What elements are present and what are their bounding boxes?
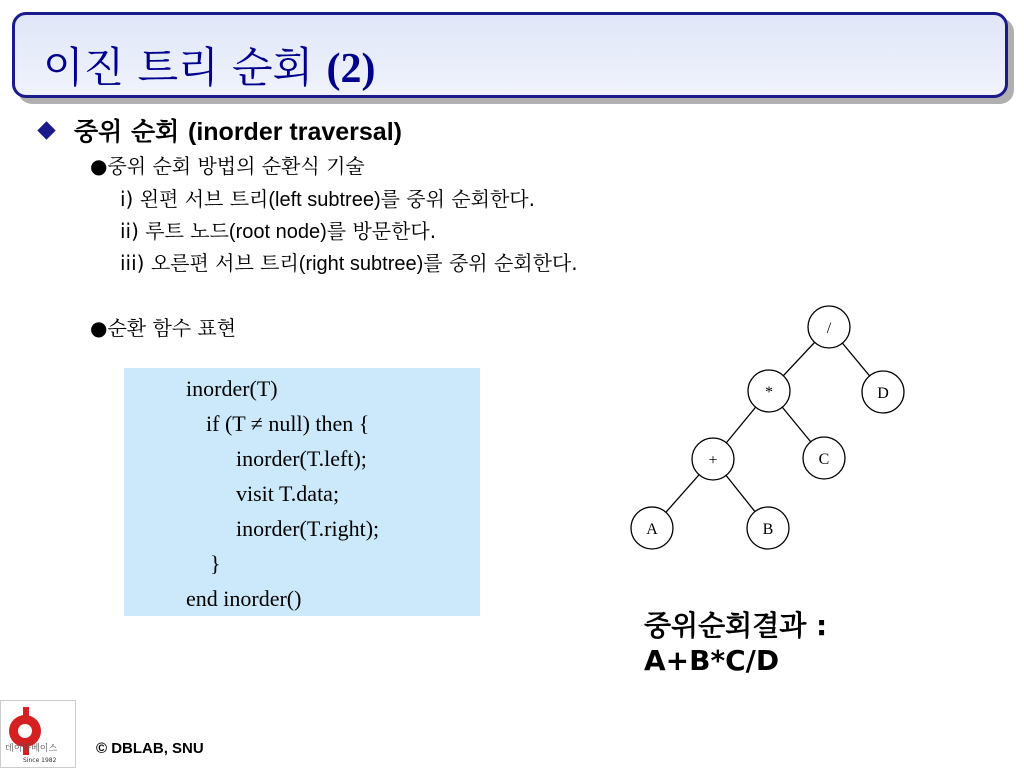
- node-label-b: B: [762, 521, 774, 538]
- step-3-suffix: 를 중위 순회한다.: [423, 251, 578, 275]
- title-number: (2): [326, 46, 376, 92]
- node-label-a: A: [646, 521, 658, 538]
- code-line-1: inorder(T): [186, 376, 278, 401]
- code-line-7: end inorder(): [186, 586, 302, 611]
- step-3-english: (right subtree): [298, 253, 424, 275]
- step-2-prefix: ii) 루트 노드: [120, 219, 229, 243]
- dblab-logo: [0, 700, 76, 768]
- code-line-2: if (T ≠ null) then {: [206, 411, 370, 436]
- logo-text: 데이타베이스: [5, 744, 58, 754]
- function-title: ●순환 함수 표현: [90, 316, 237, 340]
- node-label-d: D: [877, 385, 889, 402]
- node-label-c: C: [818, 451, 830, 468]
- result-value: A+B*C/D: [644, 644, 780, 677]
- heading-korean: 중위 순회: [74, 117, 189, 146]
- step-2-suffix: 를 방문한다.: [326, 219, 437, 243]
- heading-english: (inorder traversal): [188, 118, 402, 146]
- logo-subtext: Since 1982: [23, 757, 57, 764]
- step-1-english: (left subtree): [268, 189, 381, 211]
- node-label-root: /: [826, 320, 832, 337]
- result-label: 중위순회결과 :: [644, 609, 828, 642]
- step-1-suffix: 를 중위 순회한다.: [380, 187, 535, 211]
- method-title: ●중위 순회 방법의 순환식 기술: [90, 154, 365, 178]
- title-korean: 이진 트리 순회: [43, 43, 327, 92]
- node-label-plus: +: [708, 452, 718, 469]
- node-label-mul: *: [765, 384, 773, 401]
- code-line-3: inorder(T.left);: [236, 446, 367, 471]
- step-2-english: (root node): [228, 221, 327, 243]
- step-3-prefix: iii) 오른편 서브 트리: [120, 251, 299, 275]
- code-line-4: visit T.data;: [236, 481, 340, 506]
- code-line-6: }: [210, 551, 221, 576]
- step-1-prefix: i) 왼편 서브 트리: [120, 187, 269, 211]
- code-line-5: inorder(T.right);: [236, 516, 380, 541]
- copyright-text: © DBLAB, SNU: [96, 740, 204, 757]
